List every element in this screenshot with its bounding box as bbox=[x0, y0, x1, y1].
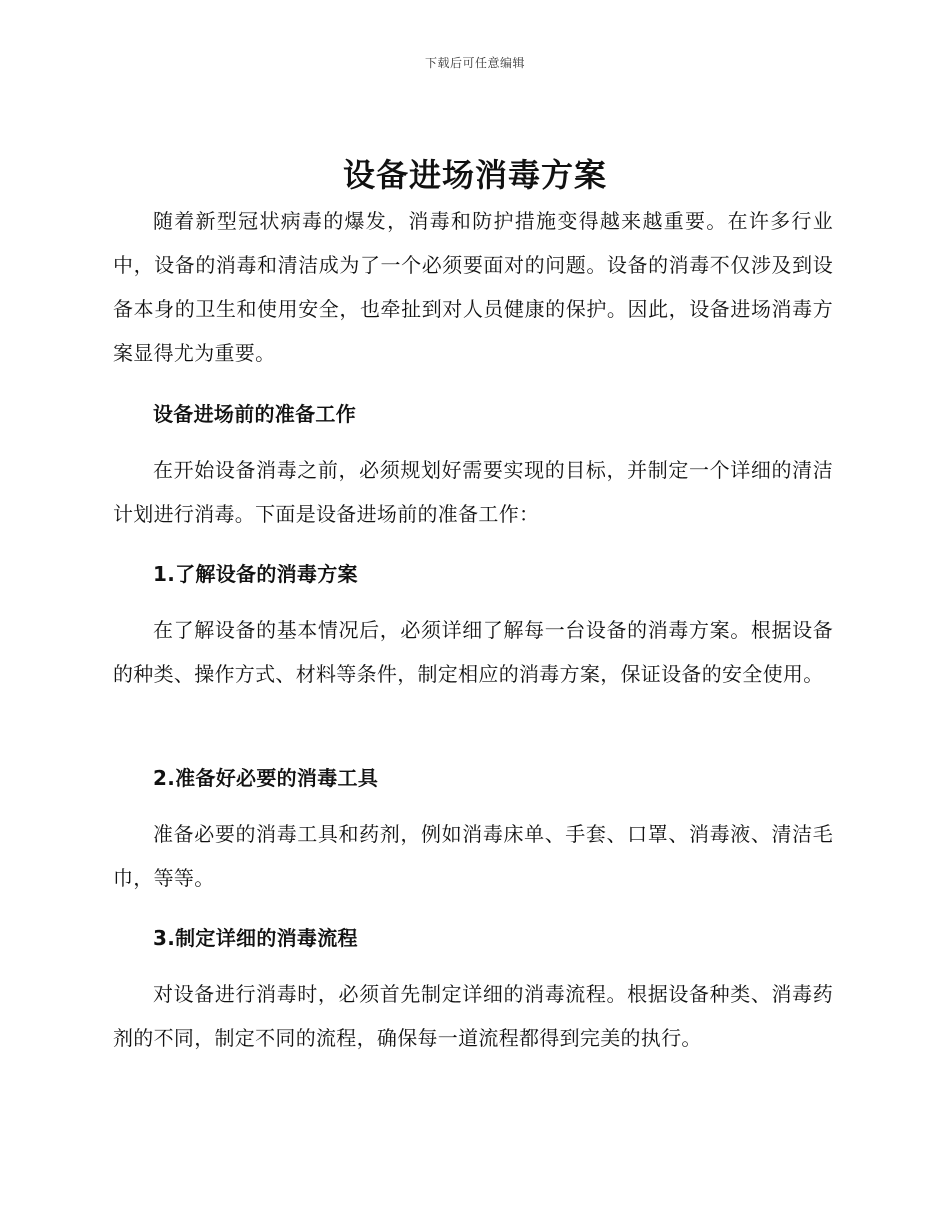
section-heading-block bbox=[113, 916, 833, 960]
section-heading-3: 3.制定详细的消毒流程 bbox=[153, 926, 358, 950]
section-body-block bbox=[113, 608, 833, 696]
section-paragraph-preparation: 在开始设备消毒之前，必须规划好需要实现的目标，并制定一个详细的清洁计划进行消毒。下面是设备进场前的准备工作： bbox=[113, 458, 833, 526]
intro-block bbox=[113, 199, 833, 375]
section-heading-block bbox=[113, 756, 833, 800]
section-paragraph-2: 准备必要的消毒工具和药剂，例如消毒床单、手套、口罩、消毒液、清洁毛巾，等等。 bbox=[113, 822, 833, 890]
section-heading-block bbox=[113, 552, 833, 596]
section-paragraph-1: 在了解设备的基本情况后，必须详细了解每一台设备的消毒方案。根据设备的种类、操作方式、材料等条件，制定相应的消毒方案，保证设备的安全使用。 bbox=[113, 618, 833, 686]
section-body-block bbox=[113, 448, 833, 536]
intro-paragraph: 随着新型冠状病毒的爆发，消毒和防护措施变得越来越重要。在许多行业中，设备的消毒和清洁成为了一个必须要面对的问题。设备的消毒不仅涉及到设备本身的卫生和使用安全，也牵扯到对人员健康的保护。因此，设备进场消毒方案显得尤为重要。 bbox=[113, 209, 833, 365]
section-paragraph-3: 对设备进行消毒时，必须首先制定详细的消毒流程。根据设备种类、消毒药剂的不同，制定不同的流程，确保每一道流程都得到完美的执行。 bbox=[113, 982, 833, 1050]
section-heading-1: 1.了解设备的消毒方案 bbox=[153, 562, 358, 586]
section-heading-preparation: 设备进场前的准备工作 bbox=[153, 402, 356, 426]
header-note: 下载后可任意编辑 bbox=[424, 56, 525, 70]
section-body-block bbox=[113, 972, 833, 1060]
section-body-block bbox=[113, 812, 833, 900]
document-title: 设备进场消毒方案 bbox=[342, 156, 607, 194]
section-heading-2: 2.准备好必要的消毒工具 bbox=[153, 766, 379, 790]
section-heading-block bbox=[113, 392, 833, 436]
